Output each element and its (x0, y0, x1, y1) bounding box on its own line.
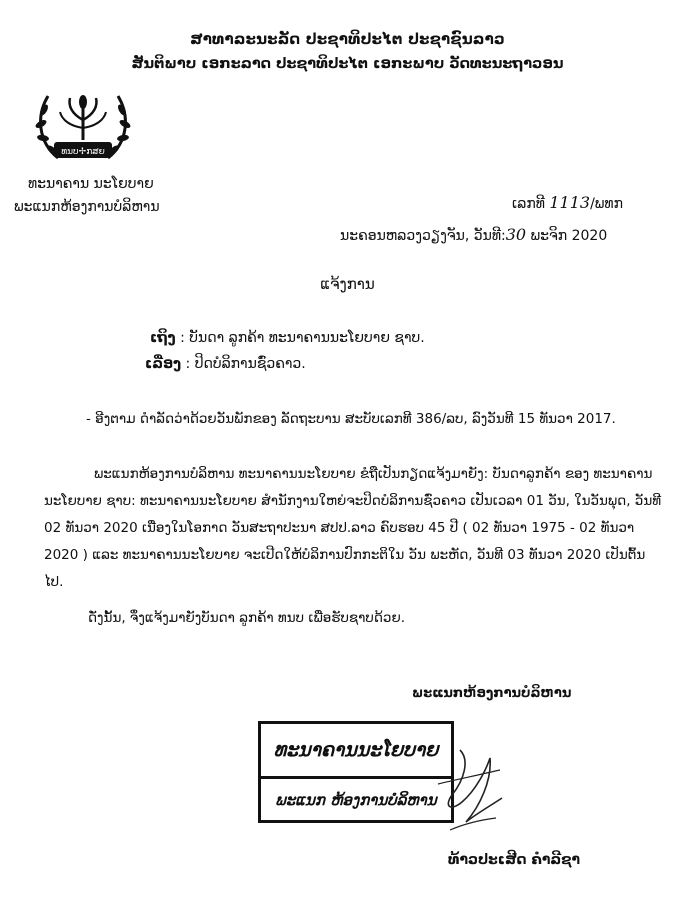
issuer-department: ພະແນກຫ້ອງການບໍລິຫານ (14, 199, 160, 215)
document-number-prefix: ເລກທີ (512, 196, 545, 212)
subject-text: : ປິດບໍລິການຊົ່ວຄາວ. (181, 356, 306, 372)
document-number-suffix: /ພທກ (590, 196, 623, 212)
subject-line (145, 356, 306, 372)
date-prefix: ນະຄອນຫລວງວຽງຈັນ, ວັນທີ: (340, 228, 506, 244)
national-motto: ສັນຕິພາບ ເອກະລາດ ປະຊາທິປະໄຕ ເອກະພາບ ວັດທະນະຖາວອນ (131, 56, 564, 72)
signer-name: ທ້າວປະເສີດ ຄຳລີຊາ (448, 852, 581, 868)
document-number-value: 1113 (549, 193, 591, 212)
official-stamp (258, 721, 454, 823)
bank-emblem-icon (28, 80, 138, 170)
issuer-org: ທະນາຄານ ນະໂຍບາຍ (28, 176, 154, 192)
stamp-line-2: ພະແນກ ຫ້ອງການບໍລິຫານ (275, 791, 437, 809)
date-rest: ພະຈິກ 2020 (526, 228, 608, 244)
date-line (340, 225, 607, 244)
main-paragraph: ພະແນກຫ້ອງການບໍລິຫານ ທະນາຄານນະໂຍບາຍ ຂໍຖືເປັນກຽດແຈ້ງມາຍັງ: ບັນດາລູກຄ້າ ຂອງ ທະນາຄານນະໂຍບາຍ ຊາບ: ທະນາຄານນະໂຍບາຍ ສຳນັກງານໃຫຍ່ຈະປິດບໍລິການຊົ່ວຄາວ ເປັນເວລາ 01 ວັນ, ໃນວັນພຸດ, ວັນທີ 02 ທັນວາ 2020 ເນື່ອງໃນໂອກາດ ວັນສະຖາປະນາ ສປປ.ລາວ ຄົບຮອບ 45 ປີ ( 02 ທັນວາ 1975 - 02 ທັນວາ 2020 ) ແລະ ທະນາຄານນະໂຍບາຍ ຈະເປີດໃຫ້ບໍລິການປົກກະຕິໃນ ວັນ ພະຫັດ, ວັນທີ 03 ທັນວາ 2020 ເປັນຕົ້ນໄປ. (44, 466, 662, 590)
handwritten-signature-icon (430, 740, 510, 850)
recipient-label: ເຖິງ (150, 330, 176, 346)
reference-basis-paragraph: - ອີງຕາມ ດຳລັດວ່າດ້ວຍວັນພັກຂອງ ລັດຖະບານ ສະບັບເລກທີ 386/ລບ, ລົງວັນທີ 15 ທັນວາ 2017. (86, 411, 616, 427)
signature-department: ພະແນກຫ້ອງການບໍລິຫານ (412, 686, 572, 701)
subject-label: ເລື່ອງ (145, 356, 182, 372)
recipient-line (150, 330, 425, 346)
document-number (512, 193, 623, 212)
recipient-text: : ບັນດາ ລູກຄ້າ ທະນາຄານນະໂຍບາຍ ຊາບ. (175, 330, 425, 346)
stamp-line-1: ທະນາຄານນະໂຍບາຍ (261, 724, 451, 779)
date-day: 30 (505, 225, 527, 244)
emblem-label: ທນບ✢ກສຍ (61, 147, 105, 157)
country-heading: ສາທາລະນະລັດ ປະຊາທິປະໄຕ ປະຊາຊົນລາວ (190, 30, 505, 48)
closing-paragraph: ດັ່ງນັ້ນ, ຈຶ່ງແຈ້ງມາຍັງບັນດາ ລູກຄ້າ ທນບ ເພື່ອຮັບຊາບດ້ວຍ. (88, 610, 406, 626)
document-title: ແຈ້ງການ (320, 275, 375, 293)
